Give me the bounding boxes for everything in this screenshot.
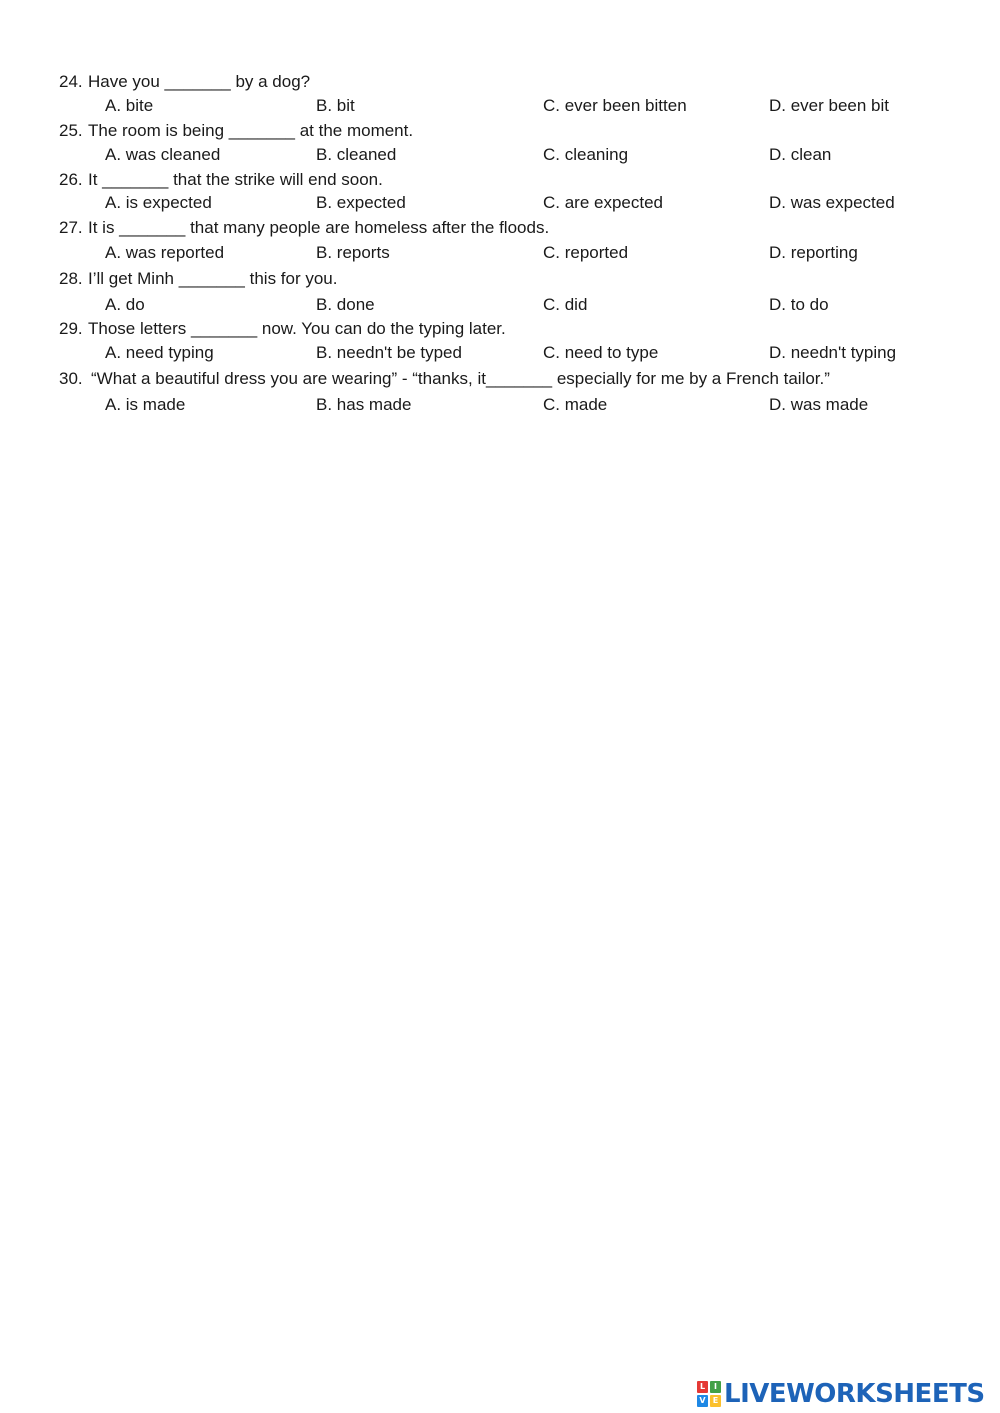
logo-tile-v: V (697, 1395, 708, 1407)
options-29 (0, 343, 1000, 363)
option-b[interactable]: B. needn't be typed (316, 343, 462, 362)
question-number: 28. (59, 269, 83, 288)
options-27 (0, 243, 1000, 263)
question-text: I’ll get Minh _______ this for you. (88, 269, 338, 288)
question-27 (59, 218, 549, 238)
option-c[interactable]: C. need to type (543, 343, 659, 362)
option-c[interactable]: C. ever been bitten (543, 96, 687, 115)
question-text: It is _______ that many people are homeless after the floods. (88, 218, 550, 237)
option-c[interactable]: C. are expected (543, 193, 664, 212)
question-26 (59, 170, 383, 190)
option-a[interactable]: A. is expected (105, 193, 212, 212)
question-29 (59, 319, 506, 339)
options-26 (0, 193, 1000, 213)
option-b[interactable]: B. reports (316, 243, 390, 262)
question-text: “What a beautiful dress you are wearing” - “thanks, it_______ especially for me by a French tailor.” (91, 369, 830, 388)
question-30 (59, 369, 830, 389)
option-a[interactable]: A. do (105, 295, 145, 314)
option-b[interactable]: B. bit (316, 96, 355, 115)
option-c[interactable]: C. did (543, 295, 588, 314)
option-b[interactable]: B. has made (316, 395, 412, 414)
option-b[interactable]: B. done (316, 295, 375, 314)
option-d[interactable]: D. ever been bit (769, 96, 890, 115)
question-text: It _______ that the strike will end soon. (88, 170, 383, 189)
question-25 (59, 121, 413, 141)
option-c[interactable]: C. cleaning (543, 145, 629, 164)
question-number: 25. (59, 121, 83, 140)
option-b[interactable]: B. cleaned (316, 145, 397, 164)
question-number: 24. (59, 72, 83, 91)
option-a[interactable]: A. was cleaned (105, 145, 221, 164)
option-d[interactable]: D. needn't typing (769, 343, 897, 362)
liveworksheets-wordmark: LIVEWORKSHEETS (724, 1379, 985, 1409)
option-a[interactable]: A. is made (105, 395, 186, 414)
option-a[interactable]: A. bite (105, 96, 154, 115)
question-text: Have you _______ by a dog? (88, 72, 311, 91)
option-d[interactable]: D. was expected (769, 193, 895, 212)
question-number: 29. (59, 319, 83, 338)
logo-tile-e: E (710, 1395, 721, 1407)
logo-tile-l: L (697, 1381, 708, 1393)
option-a[interactable]: A. need typing (105, 343, 214, 362)
option-d[interactable]: D. reporting (769, 243, 858, 262)
option-c[interactable]: C. made (543, 395, 608, 414)
question-24 (59, 72, 310, 92)
options-25 (0, 145, 1000, 165)
question-28 (59, 269, 337, 289)
liveworksheets-icon (697, 1381, 721, 1407)
option-b[interactable]: B. expected (316, 193, 406, 212)
liveworksheets-logo (697, 1377, 985, 1411)
question-text: The room is being _______ at the moment. (88, 121, 414, 140)
options-24 (0, 96, 1000, 116)
option-d[interactable]: D. to do (769, 295, 829, 314)
question-number: 27. (59, 218, 83, 237)
question-number: 26. (59, 170, 83, 189)
question-text: Those letters _______ now. You can do the typing later. (88, 319, 506, 338)
option-a[interactable]: A. was reported (105, 243, 225, 262)
options-28 (0, 295, 1000, 315)
question-number: 30. (59, 369, 83, 388)
option-d[interactable]: D. was made (769, 395, 869, 414)
options-30 (0, 395, 1000, 415)
option-c[interactable]: C. reported (543, 243, 629, 262)
logo-tile-i: I (710, 1381, 721, 1393)
option-d[interactable]: D. clean (769, 145, 832, 164)
